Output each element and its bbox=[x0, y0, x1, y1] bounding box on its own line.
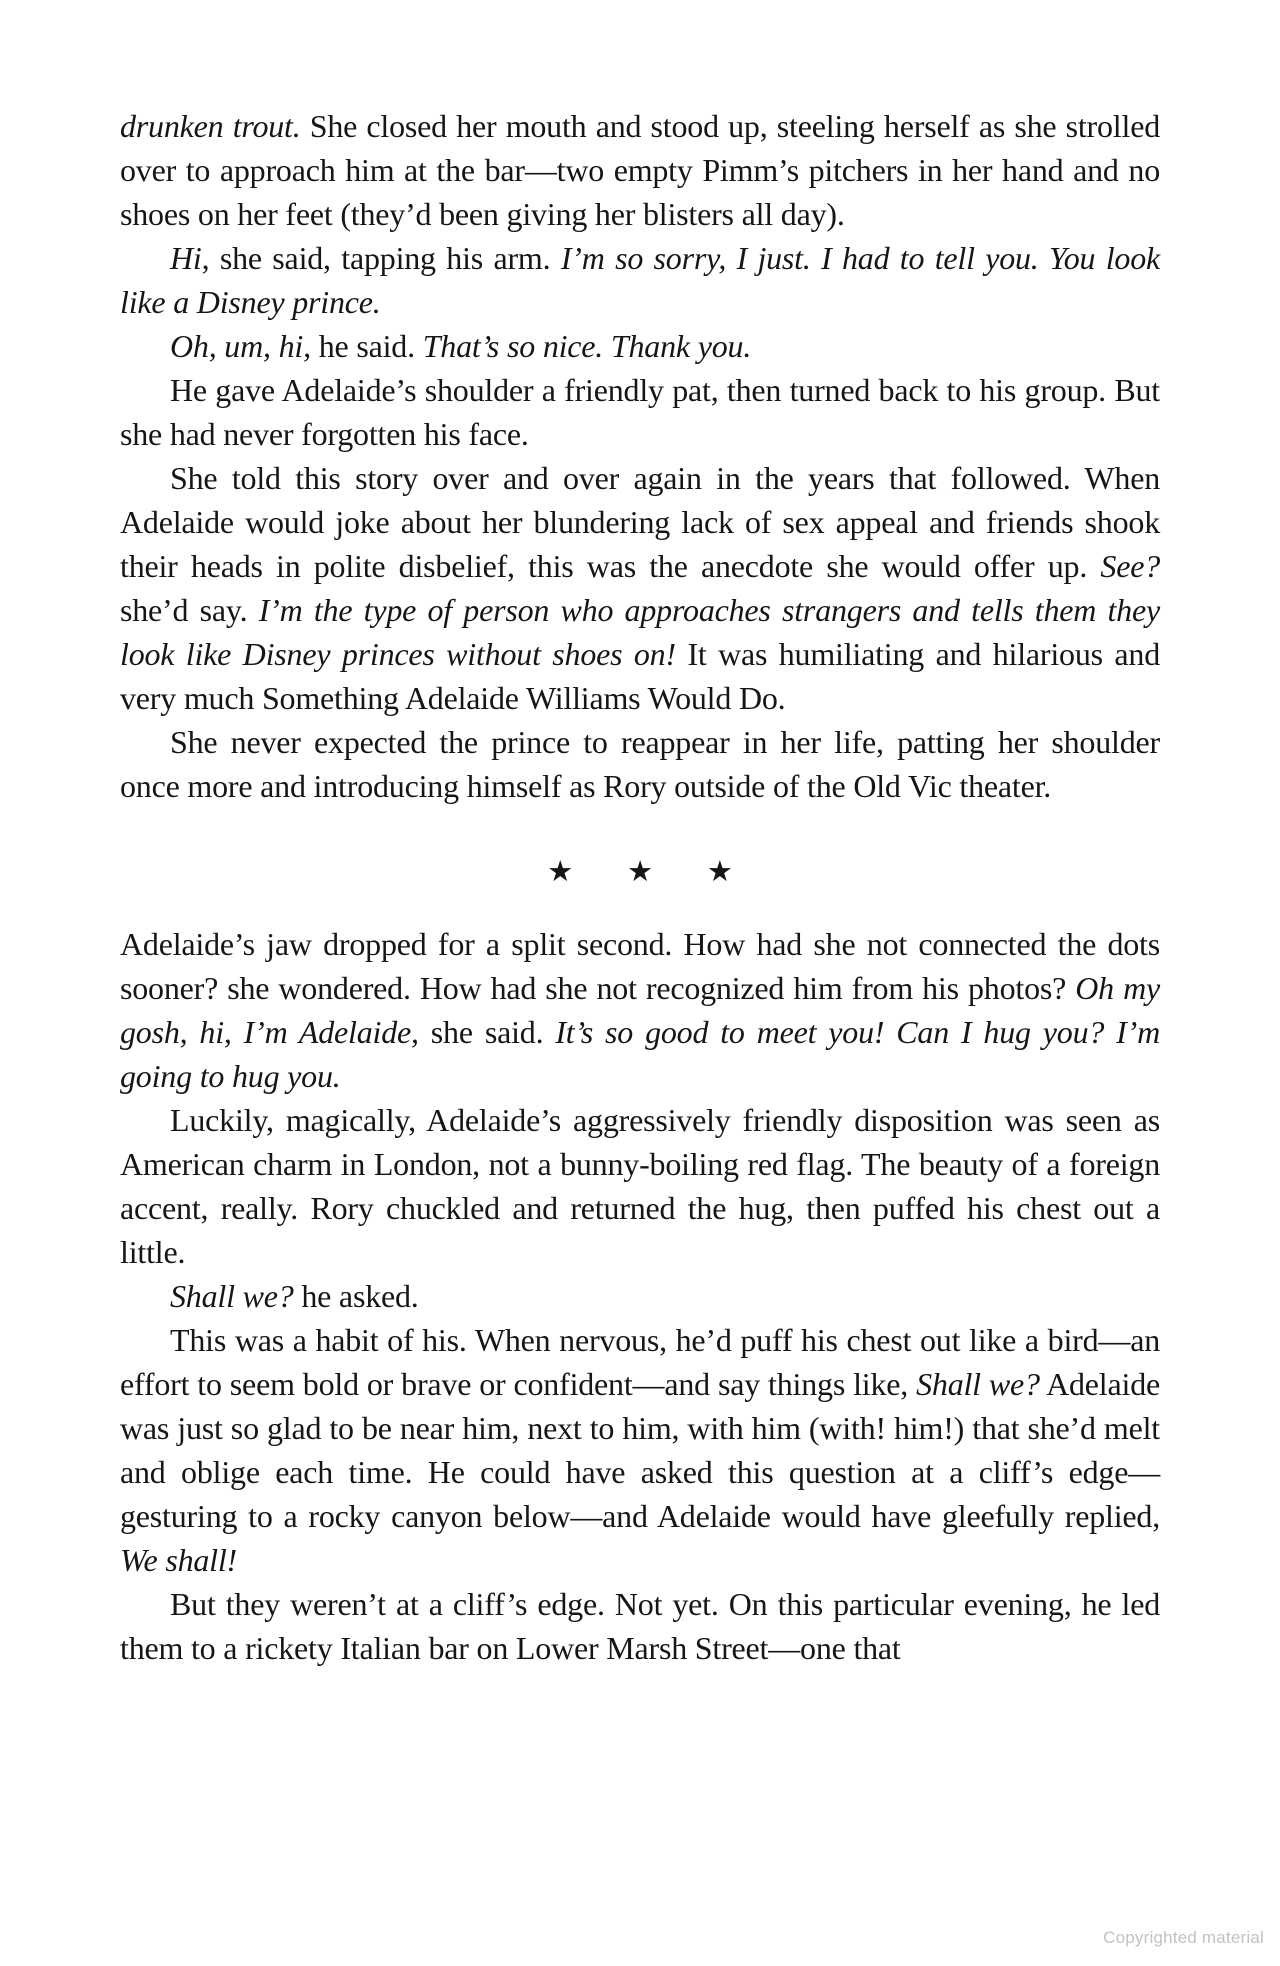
section-break bbox=[120, 850, 1160, 894]
text-run: It was humiliating and hilarious and very much Something Adelaide Williams Would Do. bbox=[120, 636, 1160, 716]
text-run: Adelaide was just so glad to be near him, next to him, with him (with! him!) that she’d melt and oblige each time. He could have asked this question at a cliff’s edge—gesturing to a rocky canyon below—and Adelaide would have gleefully replied, bbox=[120, 1366, 1160, 1534]
book-page-text bbox=[120, 104, 1160, 1670]
star-icon: ★ bbox=[627, 856, 653, 888]
text-run: But they weren’t at a cliff’s edge. Not yet. On this particular evening, he led them to a rickety Italian bar on Lower Marsh Street—one that bbox=[120, 1586, 1160, 1666]
italic-text-run: I’m the type of person who approaches strangers and tells them they look like Disney princes without shoes on! bbox=[120, 592, 1160, 672]
paragraph bbox=[120, 1274, 1160, 1318]
text-run: she’d say. bbox=[120, 592, 259, 628]
text-run: he said. bbox=[310, 328, 423, 364]
paragraph bbox=[120, 324, 1160, 368]
text-run: She told this story over and over again in the years that followed. When Adelaide would joke about her blundering lack of sex appeal and friends shook their heads in polite disbelief, this was the anecdote she would offer up. bbox=[120, 460, 1160, 584]
star-icon: ★ bbox=[547, 856, 574, 888]
italic-text-run: I’m so sorry, I just. I had to tell you. You look like a Disney prince. bbox=[120, 240, 1161, 320]
copyright-notice: Copyrighted material bbox=[1103, 1928, 1264, 1947]
italic-text-run: Oh my gosh, hi, I’m Adelaide, bbox=[120, 970, 1160, 1050]
paragraph bbox=[120, 720, 1160, 808]
star-icon: ★ bbox=[706, 856, 733, 888]
paragraph bbox=[120, 1098, 1160, 1274]
text-run: This was a habit of his. When nervous, he’d puff his chest out like a bird—an effort to seem bold or brave or confident—and say things like, bbox=[120, 1322, 1160, 1402]
paragraph bbox=[120, 1582, 1160, 1670]
paragraph bbox=[120, 368, 1160, 456]
text-run: she said. bbox=[418, 1014, 556, 1050]
italic-text-run: Shall we? bbox=[916, 1366, 1040, 1402]
paragraph bbox=[120, 1318, 1160, 1582]
italic-text-run: Oh, um, hi, bbox=[170, 328, 311, 364]
text-run: She never expected the prince to reappear in her life, patting her shoulder once more and introducing himself as Rory outside of the Old Vic theater. bbox=[120, 724, 1160, 804]
italic-text-run: See? bbox=[1100, 548, 1160, 584]
text-run: Adelaide’s jaw dropped for a split second. How had she not connected the dots sooner? she wondered. How had she not recognized him from his photos? bbox=[120, 926, 1160, 1006]
paragraph bbox=[120, 922, 1160, 1098]
paragraph bbox=[120, 236, 1160, 324]
italic-text-run: It’s so good to meet you! Can I hug you? I’m going to hug you. bbox=[120, 1014, 1160, 1094]
paragraph bbox=[120, 456, 1160, 720]
text-run: She closed her mouth and stood up, steeling herself as she strolled over to approach him at the bar—two empty Pimm’s pitchers in her hand and no shoes on her feet (they’d been giving her blisters all day). bbox=[120, 108, 1160, 232]
italic-text-run: Shall we? bbox=[170, 1278, 294, 1314]
italic-text-run: drunken trout. bbox=[120, 108, 301, 144]
text-run: he asked. bbox=[293, 1278, 419, 1314]
italic-text-run: That’s so nice. Thank you. bbox=[422, 328, 752, 364]
italic-text-run: Hi bbox=[170, 240, 202, 276]
italic-text-run: We shall! bbox=[120, 1542, 238, 1578]
paragraph bbox=[120, 104, 1160, 236]
text-run: Luckily, magically, Adelaide’s aggressively friendly disposition was seen as American charm in London, not a bunny-boiling red flag. The beauty of a foreign accent, really. Rory chuckled and returned the hug, then puffed his chest out a little. bbox=[120, 1102, 1160, 1270]
text-run: He gave Adelaide’s shoulder a friendly pat, then turned back to his group. But she had never forgotten his face. bbox=[120, 372, 1160, 452]
text-run: , she said, tapping his arm. bbox=[201, 240, 561, 276]
